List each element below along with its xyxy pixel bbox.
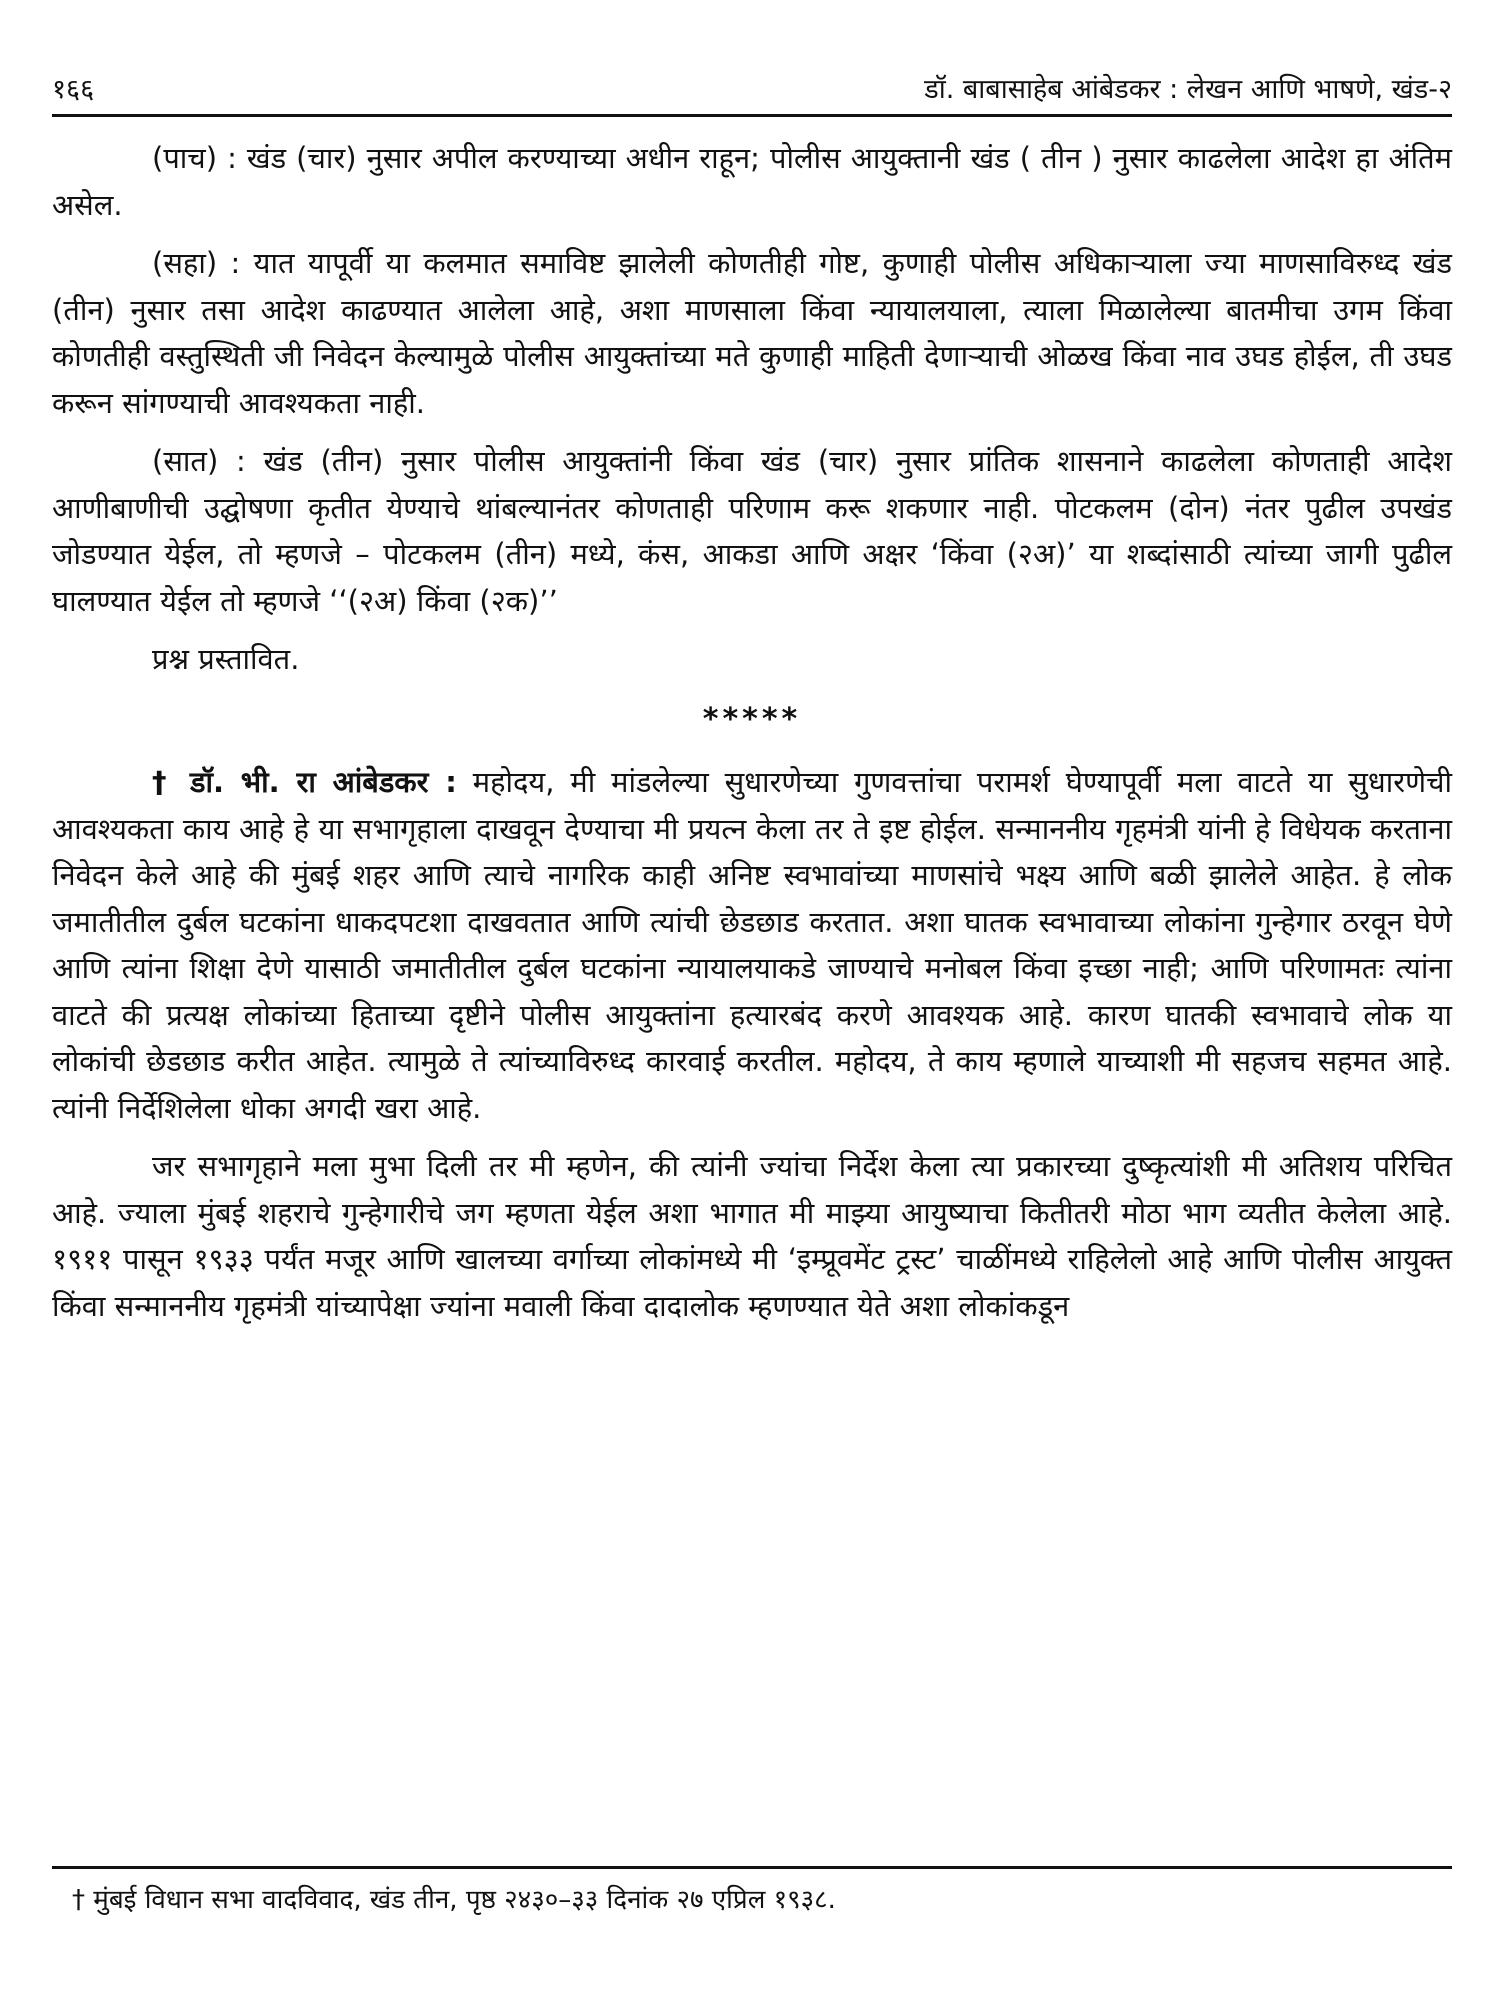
closing-paragraph: जर सभागृहाने मला मुभा दिली तर मी म्हणेन, की त्यांनी ज्यांचा निर्देश केला त्या प्रकारच्या दुष्कृत्यांशी मी अतिशय परिचित आहे. ज्याला मुंबई शहराचे गुन्हेगारीचे जग म्हणता येईल अशा भागात मी माझ्या आयुष्याचा कितीतरी मोठा भाग व्यतीत केलेला आहे. १९११ पासून १९३३ पर्यंत मजूर आणि खालच्या वर्गाच्या लोकांमध्ये मी ‘इम्प्रूवमेंट ट्रस्ट’ चाळींमध्ये राहिलेलो आहे आणि पोलीस आयुक्त किंवा सन्माननीय गृहमंत्री यांच्यापेक्षा ज्यांना मवाली किंवा दादालोक म्हणण्यात येते अशा लोकांकडून: [52, 1149, 1452, 1323]
header-rule: [52, 114, 1452, 117]
running-title: डॉ. बाबासाहेब आंबेडकर : लेखन आणि भाषणे, खंड-२: [924, 74, 1452, 105]
speech-paragraph: [52, 759, 1452, 1131]
book-page: [52, 58, 1452, 1958]
footnote: † मुंबई विधान सभा वादविवाद, खंड तीन, पृष्ठ २४३०–३३ दिनांक २७ एप्रिल १९३८.: [72, 1885, 836, 1915]
page-body: [52, 135, 1452, 1329]
speaker-name: † डॉ. भी. रा आंबेडकर :: [152, 765, 457, 799]
paragraph-question-proposed: प्रश्न प्रस्तावित.: [152, 642, 300, 676]
paragraph-clause-seven: (सात) : खंड (तीन) नुसार पोलीस आयुक्तांनी किंवा खंड (चार) नुसार प्रांतिक शासनाने काढलेला कोणताही आदेश आणीबाणीची उद्घोषणा कृतीत येण्याचे थांबल्यानंतर कोणताही परिणाम करू शकणार नाही. पोटकलम (दोन) नंतर पुढील उपखंड जोडण्यात येईल, तो म्हणजे – पोटकलम (तीन) मध्ये, कंस, आकडा आणि अक्षर ‘किंवा (२अ)’ या शब्दांसाठी त्यांच्या जागी पुढील घालण्यात येईल तो म्हणजे ‘‘(२अ) किंवा (२क)’’: [52, 444, 1452, 618]
speech-text: महोदय, मी मांडलेल्या सुधारणेच्या गुणवत्तांचा परामर्श घेण्यापूर्वी मला वाटते या सुधारणेची आवश्यकता काय आहे हे या सभागृहाला दाखवून देण्याचा मी प्रयत्न केला तर ते इष्ट होईल. सन्माननीय गृहमंत्री यांनी हे विधेयक करताना निवेदन केले आहे की मुंबई शहर आणि त्याचे नागरिक काही अनिष्ट स्वभावांच्या माणसांचे भक्ष्य आणि बळी झालेले आहेत. हे लोक जमातीतील दुर्बल घटकांना धाकदपटशा दाखवतात आणि त्यांची छेडछाड करतात. अशा घातक स्वभावाच्या लोकांना गुन्हेगार ठरवून घेणे आणि त्यांना शिक्षा देणे यासाठी जमातीतील दुर्बल घटकांना न्यायालयाकडे जाण्याचे मनोबल किंवा इच्छा नाही; आणि परिणामतः त्यांना वाटते की प्रत्यक्ष लोकांच्या हिताच्या दृष्टीने पोलीस आयुक्तांना हत्यारबंद करणे आवश्यक आहे. कारण घातकी स्वभावाचे लोक या लोकांची छेडछाड करीत आहेत. त्यामुळे ते त्यांच्याविरुध्द कारवाई करतील. महोदय, ते काय म्हणाले याच्याशी मी सहजच सहमत आहे. त्यांनी निर्देशिलेला धोका अगदी खरा आहे.: [52, 765, 1452, 1125]
footnote-rule: [52, 1866, 1452, 1869]
paragraph-clause-six: (सहा) : यात यापूर्वी या कलमात समाविष्ट झालेली कोणतीही गोष्ट, कुणाही पोलीस अधिकाऱ्याला ज्या माणसाविरुध्द खंड (तीन) नुसार तसा आदेश काढण्यात आलेला आहे, अशा माणसाला किंवा न्यायालयाला, त्याला मिळालेल्या बातमीचा उगम किंवा कोणतीही वस्तुस्थिती जी निवेदन केल्यामुळे पोलीस आयुक्तांच्या मते कुणाही माहिती देणाऱ्याची ओळख किंवा नाव उघड होईल, ती उघड करून सांगण्याची आवश्यकता नाही.: [52, 246, 1452, 420]
section-separator: *****: [702, 701, 802, 737]
page-header: [52, 58, 1452, 112]
paragraph-clause-five: (पाच) : खंड (चार) नुसार अपील करण्याच्या अधीन राहून; पोलीस आयुक्तानी खंड ( तीन ) नुसार काढलेला आदेश हा अंतिम असेल.: [52, 141, 1452, 222]
page-number: १६६: [52, 74, 95, 105]
